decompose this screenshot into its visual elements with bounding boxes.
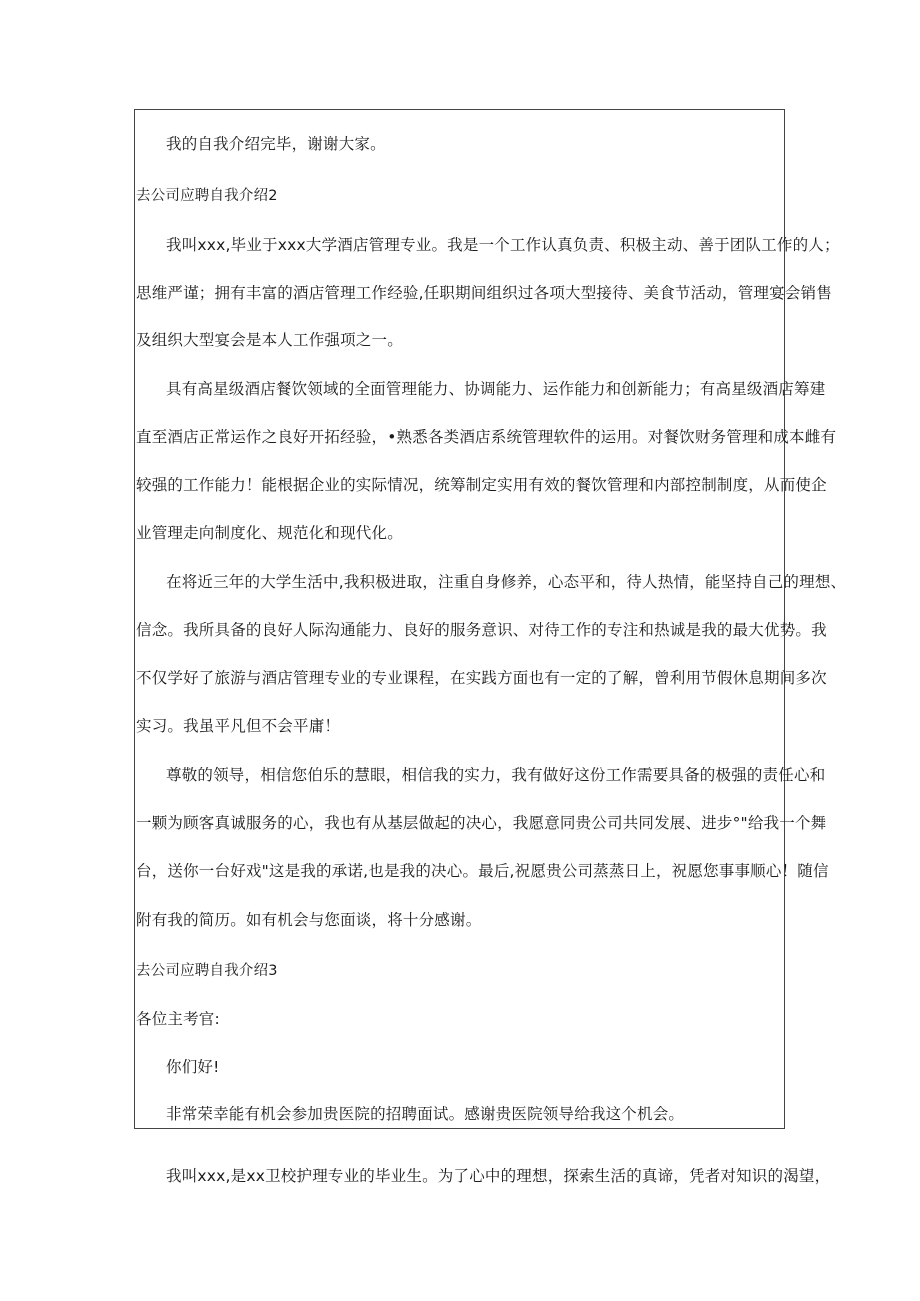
paragraph-line: 一颗为顾客真诚服务的心，我也有从基层做起的决心，我愿意同贵公司共同发展、进步°"给我一个舞 — [136, 814, 827, 832]
paragraph-line: 思维严谨；拥有丰富的酒店管理工作经验,任职期间组织过各项大型接待、美食节活动，管理宴会销售 — [136, 284, 832, 302]
closing-sentence: 我的自我介绍完毕，谢谢大家。 — [166, 135, 386, 153]
section-heading-2: 去公司应聘自我介绍2 — [136, 188, 278, 204]
paragraph-line: 不仅学好了旅游与酒店管理专业的专业课程，在实践方面也有一定的了解，曾利用节假休息期间多次 — [136, 669, 827, 687]
paragraph-line: 具有高星级酒店餐饮领域的全面管理能力、协调能力、运作能力和创新能力；有高星级酒店筹建 — [166, 380, 826, 398]
paragraph-line: 我叫xxx,毕业于xxx大学酒店管理专业。我是一个工作认真负责、积极主动、善于团队工作的人； — [166, 236, 840, 254]
paragraph-line: 及组织大型宴会是本人工作强项之一。 — [136, 331, 403, 349]
paragraph-line: 直至酒店正常运作之良好开拓经验，•熟悉各类酒店系统管理软件的运用。对餐饮财务管理和成本雌有 — [136, 428, 837, 446]
paragraph-line: 实习。我虽平凡但不会平庸！ — [136, 717, 341, 735]
section-heading-3: 去公司应聘自我介绍3 — [136, 963, 278, 979]
paragraph-line: 附有我的简历。如有机会与您面谈，将十分感谢。 — [136, 911, 482, 929]
paragraph-line: 信念。我所具备的良好人际沟通能力、良好的服务意识、对待工作的专注和热诚是我的最大优势。我 — [136, 621, 827, 639]
paragraph-line: 台，送你一台好戏"这是我的承诺,也是我的决心。最后,祝愿贵公司蒸蒸日上，祝愿您事事顺心！随信 — [136, 862, 829, 880]
paragraph-line: 在将近三年的大学生活中,我积极进取，注重自身修养，心态平和，待人热情，能坚持自己的理想、 — [166, 573, 847, 591]
trailing-paragraph-line: 我叫xxx,是xx卫校护理专业的毕业生。为了心中的理想，探索生活的真谛，凭者对知识的渴望， — [166, 1167, 831, 1185]
paragraph-line: 较强的工作能力！能根据企业的实际情况，统筹制定实用有效的餐饮管理和内部控制制度，从而使企 — [136, 476, 827, 494]
greeting: 你们好! — [166, 1058, 220, 1076]
paragraph-line: 尊敬的领导，相信您伯乐的慧眼，相信我的实力，我有做好这份工作需要具备的极强的责任心和 — [166, 766, 826, 784]
paragraph-line: 业管理走向制度化、规范化和现代化。 — [136, 524, 403, 542]
paragraph-line: 非常荣幸能有机会参加贵医院的招聘面试。感谢贵医院领导给我这个机会。 — [166, 1105, 685, 1123]
salutation: 各位主考官: — [136, 1010, 220, 1028]
